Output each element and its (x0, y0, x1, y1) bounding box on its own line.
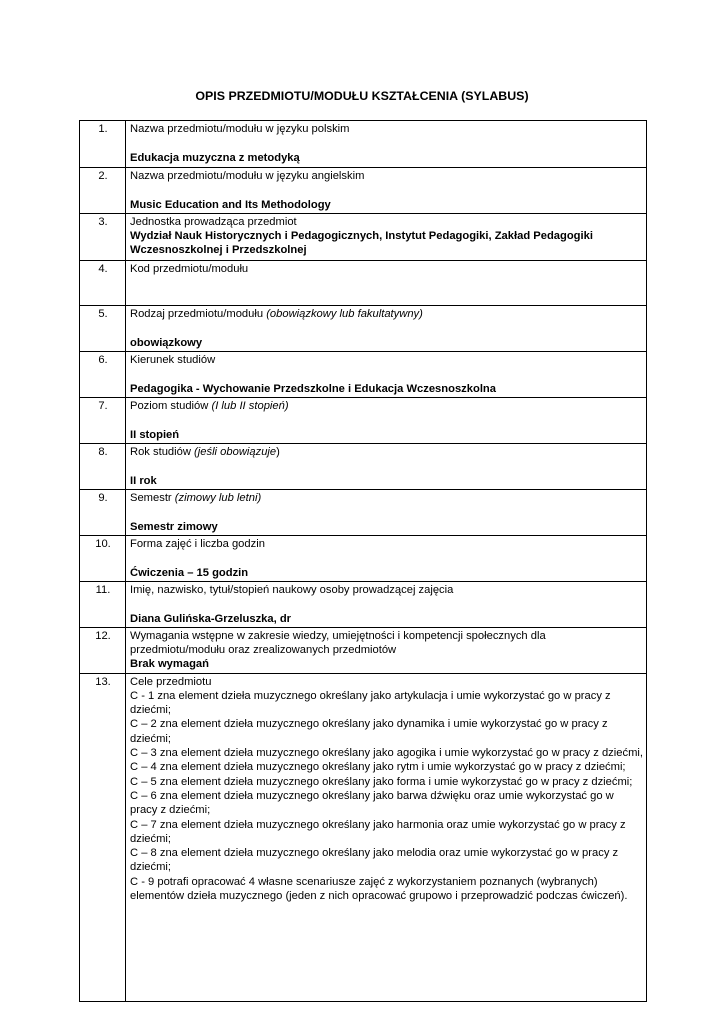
field-value: Brak wymagań (130, 658, 209, 671)
field-label: Semestr (130, 491, 172, 504)
table-row (80, 351, 647, 397)
table-row (80, 535, 647, 581)
row-number: 2. (80, 168, 126, 214)
row-content (126, 489, 647, 535)
field-label: Nazwa przedmiotu/modułu w języku angielskim (130, 170, 365, 182)
table-row (80, 673, 647, 1001)
field-label: Kod przedmiotu/modułu (130, 262, 249, 275)
row-number: 8. (80, 443, 126, 489)
goal-item: C - 1 zna element dzieła muzycznego określany jako artykulacja i umie wykorzystać go w pracy z dziećmi; (130, 689, 611, 717)
row-content (126, 397, 647, 443)
field-value: Diana Gulińska-Grzeluszka, dr (130, 612, 292, 625)
goal-item: C – 8 zna element dzieła muzycznego określany jako melodia oraz umie wykorzystać go w pracy z dziećmi; (130, 847, 619, 874)
table-row (80, 627, 647, 673)
field-value: II rok (130, 474, 157, 487)
row-content (126, 673, 647, 1001)
table-row (80, 168, 647, 214)
syllabus-table (79, 120, 647, 1002)
row-number: 10. (80, 535, 126, 581)
goal-item: C – 3 zna element dzieła muzycznego określany jako agogika i umie wykorzystać go w pracy z dziećmi, (130, 747, 643, 760)
field-label: Forma zajęć i liczba godzin (130, 537, 265, 550)
row-content (126, 443, 647, 489)
row-number: 3. (80, 213, 126, 260)
row-content (126, 121, 647, 168)
row-number: 13. (80, 673, 126, 1001)
field-value: Edukacja muzyczna z metodyką (130, 152, 300, 165)
table-row (80, 581, 647, 627)
table-row (80, 397, 647, 443)
field-value: Pedagogika - Wychowanie Przedszkolne i Edukacja Wczesnoszkolna (130, 382, 496, 395)
row-number: 4. (80, 260, 126, 305)
field-hint: (obowiązkowy lub fakultatywny) (266, 307, 423, 320)
row-number: 6. (80, 351, 126, 397)
field-label: Nazwa przedmiotu/modułu w języku polskim (130, 123, 350, 135)
row-content (126, 213, 647, 260)
goal-item: C – 5 zna element dzieła muzycznego określany jako forma i umie wykorzystać go w pracy z dziećmi; (130, 775, 633, 788)
field-value: Ćwiczenia – 15 godzin (130, 566, 249, 579)
field-value: Music Education and Its Methodology (130, 199, 331, 212)
field-value: Semestr zimowy (130, 520, 218, 533)
field-label: Rok studiów (130, 445, 191, 458)
row-content (126, 168, 647, 214)
table-row (80, 121, 647, 168)
field-hint: (jeśli obowiązuje (194, 445, 277, 458)
row-content (126, 581, 647, 627)
goal-item: C – 6 zna element dzieła muzycznego określany jako barwa dźwięku oraz umie wykorzystać go w pracy z dziećmi; (130, 789, 614, 817)
goal-item: C – 2 zna element dzieła muzycznego określany jako dynamika i umie wykorzystać go w pracy z dziećmi; (130, 718, 608, 745)
table-row (80, 260, 647, 305)
field-label: Rodzaj przedmiotu/modułu (130, 307, 264, 320)
table-row (80, 305, 647, 351)
goal-item: C – 4 zna element dzieła muzycznego określany jako rytm i umie wykorzystać go w pracy z dziećmi; (130, 761, 626, 774)
field-value: II stopień (130, 428, 180, 441)
row-content (126, 351, 647, 397)
table-row (80, 489, 647, 535)
table-row (80, 443, 647, 489)
field-label: Cele przedmiotu (130, 675, 212, 688)
table-row (80, 213, 647, 260)
field-label: Kierunek studiów (130, 353, 216, 366)
goal-item: C - 9 potrafi opracować 4 własne scenariusze zajęć z wykorzystaniem poznanych (wybranych) elementów dzieła muzycznego (jeden z nich opracować grupowo i przeprowadzić podczas ćwiczeń). (130, 875, 628, 903)
row-content (126, 260, 647, 305)
field-hint: (zimowy lub letni) (174, 491, 262, 504)
document-title: OPIS PRZEDMIOTU/MODUŁU KSZTAŁCENIA (SYLABUS) (195, 89, 529, 103)
row-number: 5. (80, 305, 126, 351)
row-number: 7. (80, 397, 126, 443)
row-content (126, 627, 647, 673)
field-label: Poziom studiów (130, 399, 209, 412)
field-value: Wydział Nauk Historycznych i Pedagogicznych, Instytut Pedagogiki, Zakład Pedagogiki Wczesnoszkolnej i Przedszkolnej (130, 229, 593, 257)
row-content (126, 535, 647, 581)
field-hint: (I lub II stopień) (211, 399, 289, 412)
row-number: 9. (80, 489, 126, 535)
field-label: Jednostka prowadząca przedmiot (130, 215, 297, 228)
field-label: Wymagania wstępne w zakresie wiedzy, umiejętności i kompetencji społecznych dla przedmiotu/modułu oraz zrealizowanych przedmiotów (130, 629, 546, 656)
row-content (126, 305, 647, 351)
field-hint-end: ) (276, 445, 280, 458)
goal-item: C – 7 zna element dzieła muzycznego określany jako harmonia oraz umie wykorzystać go w pracy z dziećmi; (130, 818, 626, 845)
field-label: Imię, nazwisko, tytuł/stopień naukowy osoby prowadzącej zajęcia (130, 583, 454, 596)
row-number: 1. (80, 121, 126, 168)
row-number: 12. (80, 627, 126, 673)
row-number: 11. (80, 581, 126, 627)
field-value: obowiązkowy (130, 336, 203, 349)
